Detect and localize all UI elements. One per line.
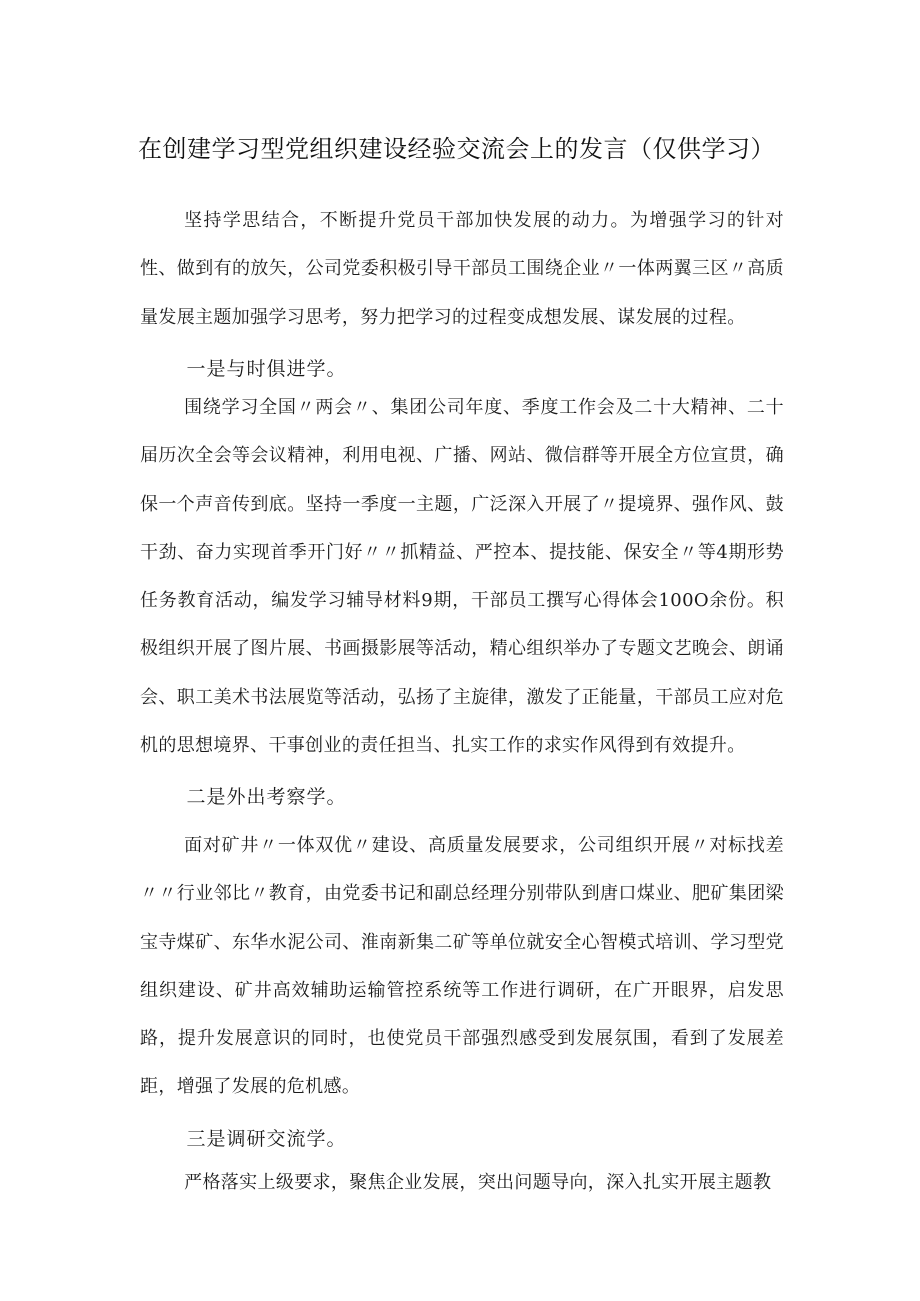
paragraph-intro: 坚持学思结合，不断提升党员干部加快发展的动力。为增强学习的针对性、做到有的放矢，公司党委积极引导干部员工围绕企业〃一体两翼三区〃高质量发展主题加强学习思考，努力把学习的过程变成想发展、谋发展的过程。 (140, 210, 784, 328)
section-heading-2: 二是外出考察学。 (186, 786, 347, 808)
section-heading-3: 三是调研交流学。 (186, 1128, 347, 1150)
section-heading-1: 一是与时俱进学。 (186, 358, 347, 380)
paragraph-section-2: 面对矿井〃一体双优〃建设、高质量发展要求，公司组织开展〃对标找差〃〃行业邻比〃教育，由党委书记和副总经理分别带队到唐口煤业、肥矿集团梁宝寺煤矿、东华水泥公司、淮南新集二矿等单位就安全心智模式培训、学习型党组织建设、矿井高效辅助运输管控系统等工作进行调研，在广开眼界，启发思路，提升发展意识的同时，也使党员干部强烈感受到发展氛围，看到了发展差距，增强了发展的危机感。 (140, 835, 784, 1098)
paragraph-section-1: 围绕学习全国〃两会〃、集团公司年度、季度工作会及二十大精神、二十届历次全会等会议精神，利用电视、广播、网站、微信群等开展全方位宣贯，确保一个声音传到底。坚持一季度一主题，广泛深入开展了〃提境界、强作风、鼓干劲、奋力实现首季开门好〃〃抓精益、严控本、提技能、保安全〃等4期形势任务教育活动，编发学习辅导材料9期，干部员工撰写心得体会100O余份。积极组织开展了图片展、书画摄影展等活动，精心组织举办了专题文艺晚会、朗诵会、职工美术书法展览等活动，弘扬了主旋律，激发了正能量，干部员工应对危机的思想境界、干事创业的责任担当、扎实工作的求实作风得到有效提升。 (140, 397, 784, 757)
document-title: 在创建学习型党组织建设经验交流会上的发言（仅供学习） (138, 135, 775, 163)
paragraph-section-3: 严格落实上级要求，聚焦企业发展，突出问题导向，深入扎实开展主题教 (184, 1172, 772, 1193)
